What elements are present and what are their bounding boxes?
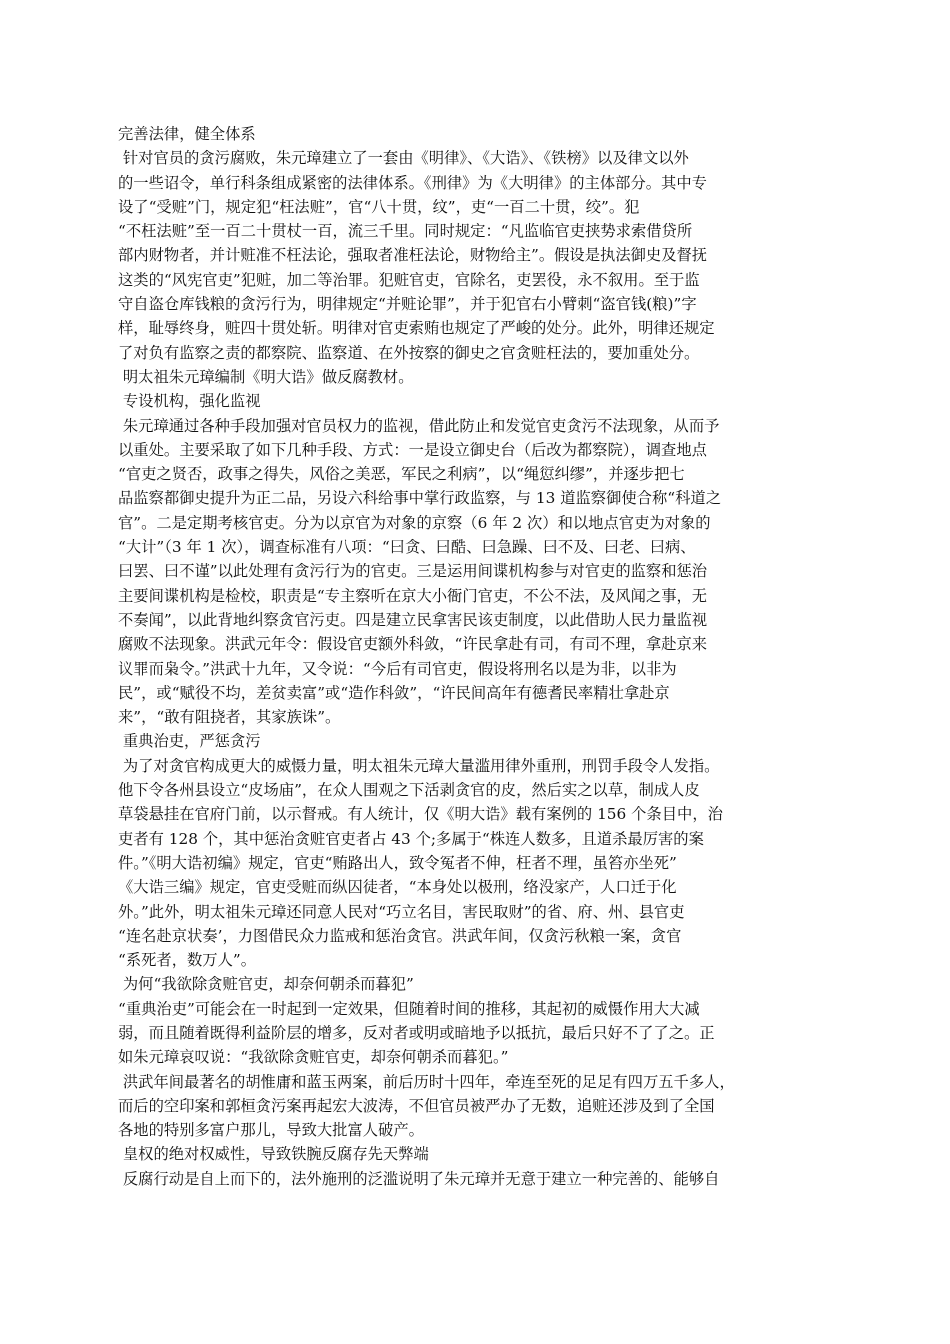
paragraph-line: 不奏闻”，以此背地纠察贪官污吏。四是建立民拿害民该吏制度，以此借助人民力量监视 [118,610,708,629]
section-heading: 为何“我欲除贪赃官吏，却奈何朝杀而暮犯” [118,975,414,994]
paragraph-line: 吏者有 128 个，其中惩治贪赃官吏者占 43 个;多属于“株连人数多，且道杀最厉害的案 [118,829,704,848]
paragraph-line: 针对官员的贪污腐败，朱元璋建立了一套由《明律》、《大诰》、《铁榜》以及律文以外 [118,149,689,168]
paragraph-line: 弱，而且随着既得利益阶层的增多，反对者或明或暗地予以抵抗，最后只好不了了之。正 [118,1023,715,1042]
paragraph-line: 外。”此外，明太祖朱元璋还同意人民对“巧立名目，害民取财”的省、府、州、县官吏 [118,902,685,921]
section-heading: 专设机构，强化监视 [118,392,261,411]
paragraph-line: 以重处。主要采取了如下几种手段、方式：一是设立御史台（后改为都察院），调查地点 [118,440,707,459]
paragraph-line: 品监察都御史提升为正二品，另设六科给事中掌行政监察，与 13 道监察御使合称“科道之 [118,489,721,508]
paragraph-line: 官”。二是定期考核官吏。分为以京官为对象的京察（6 年 2 次）和以地点官吏为对象的 [118,513,711,532]
section-heading: 重典治吏，严惩贪污 [118,732,261,751]
paragraph-line: 腐败不法现象。洪武元年令：假设官吏额外科敛，“许民拿赴有司，有司不理，拿赴京来 [118,635,708,654]
paragraph-line: “重典治吏”可能会在一时起到一定效果，但随着时间的推移，其起初的威慑作用大大减 [118,999,700,1018]
paragraph-line: 守自盗仓库钱粮的贪污行为，明律规定“并赃论罪”，并于犯官右小臂刺“盗官钱(粮)”字 [118,295,697,314]
paragraph-line: 这类的“风宪官吏”犯赃，加二等治罪。犯赃官吏，官除名，吏罢役，永不叙用。至于监 [118,270,700,289]
paragraph-line: 各地的特别多富户那儿，导致大批富人破产。 [118,1121,424,1140]
paragraph-line: “连名赴京状奏’，力图借民众力监戒和惩治贪官。洪武年间，仅贪污秋粮一案，贪官 [118,926,682,945]
section-heading: 完善法律，健全体系 [118,125,256,143]
paragraph-line: 部内财物者，并计赃准不枉法论，强取者准枉法论，财物给主”。假设是执法御史及督抚 [118,246,708,265]
paragraph-line: 明太祖朱元璋编制《明大诰》做反腐教材。 [118,367,414,386]
section-heading: 皇权的绝对权威性，导致铁腕反腐存先天弊端 [118,1145,429,1164]
paragraph-line: “系死者，数万人”。 [118,951,257,970]
paragraph-line: “不枉法赃”至一百二十贯杖一百，流三千里。同时规定：“凡监临官吏挟势求索借贷所 [118,222,693,241]
paragraph-line: 了对负有监察之责的都察院、监察道、在外按察的御史之官贪赃枉法的，要加重处分。 [118,343,700,362]
paragraph-line: 议罪而枭令。”洪武十九年，又令说：“今后有司官吏，假设将刑名以是为非，以非为 [118,659,677,678]
paragraph-line: 为了对贪官构成更大的威慑力量，明太祖朱元璋大量滥用律外重刑，刑罚手段令人发指。 [118,756,720,775]
paragraph-line: “大计”（3 年 1 次），调查标准有八项：“曰贪、曰酷、曰急躁、曰不及、曰老、曰病、 [118,538,696,557]
paragraph-line: 主要间谍机构是检校，职责是“专主察听在京大小衙门官吏，不公不法，及风闻之事，无 [118,586,708,605]
paragraph-line: 朱元璋通过各种手段加强对官员权力的监视，借此防止和发觉官吏贪污不法现象，从而予 [118,416,720,435]
document-page [118,122,833,1191]
paragraph-line: 的一些诏令，单行科条组成紧密的法律体系。《刑律》为《大明律》的主体部分。其中专 [118,173,707,192]
paragraph-line: 草袋悬挂在官府门前，以示督戒。有人统计，仅《明大诰》载有案例的 156 个条目中，治 [118,805,723,824]
paragraph-line: “官吏之贤否，政事之得失，风俗之美恶，军民之利病”，以“绳愆纠缪”，并逐步把七 [118,465,685,484]
paragraph-line: 设了“受赃”门，规定犯“枉法赃”，官“八十贯，纹”，吏“一百二十贯，绞”。犯 [118,197,640,216]
paragraph-line: 反腐行动是自上而下的，法外施刑的泛滥说明了朱元璋并无意于建立一种完善的、能够自 [118,1169,720,1188]
paragraph-line: 件。”《明大诰初编》规定，官吏“贿路出人，致令冤者不伸，枉者不理，虽笞亦坐死” [118,853,677,872]
paragraph-line: 他下令各州县设立“皮场庙”，在众人围观之下活剥贪官的皮，然后实之以草，制成人皮 [118,781,700,800]
paragraph-line: 来”，“敢有阻挠者，其家族诛”。 [118,708,341,727]
paragraph-line: 洪武年间最著名的胡惟庸和蓝玉两案，前后历时十四年，牵连至死的足足有四万五千多人， [118,1072,735,1091]
paragraph-line: 曰罢、曰不谨”以此处理有贪污行为的官吏。三是运用间谍机构参与对官吏的监察和惩治 [118,562,708,581]
paragraph-line: 如朱元璋哀叹说：“我欲除贪赃官吏，却奈何朝杀而暮犯。” [118,1048,509,1067]
paragraph-line: 样，耻辱终身，赃四十贯处斩。明律对官吏索贿也规定了严峻的处分。此外，明律还规定 [118,319,715,338]
paragraph-line: 民”，或“赋役不均，差贫卖富”或“造作科敛”，“许民间高年有德耆民率精壮拿赴京 [118,683,670,702]
paragraph-line: 《大诰三编》规定，官吏受赃而纵囚徒者，“本身处以极刑，络没家产，人口迁于化 [118,878,677,897]
paragraph-line: 而后的空印案和郭桓贪污案再起宏大波涛，不但官员被严办了无数，追赃还涉及到了全国 [118,1096,715,1115]
